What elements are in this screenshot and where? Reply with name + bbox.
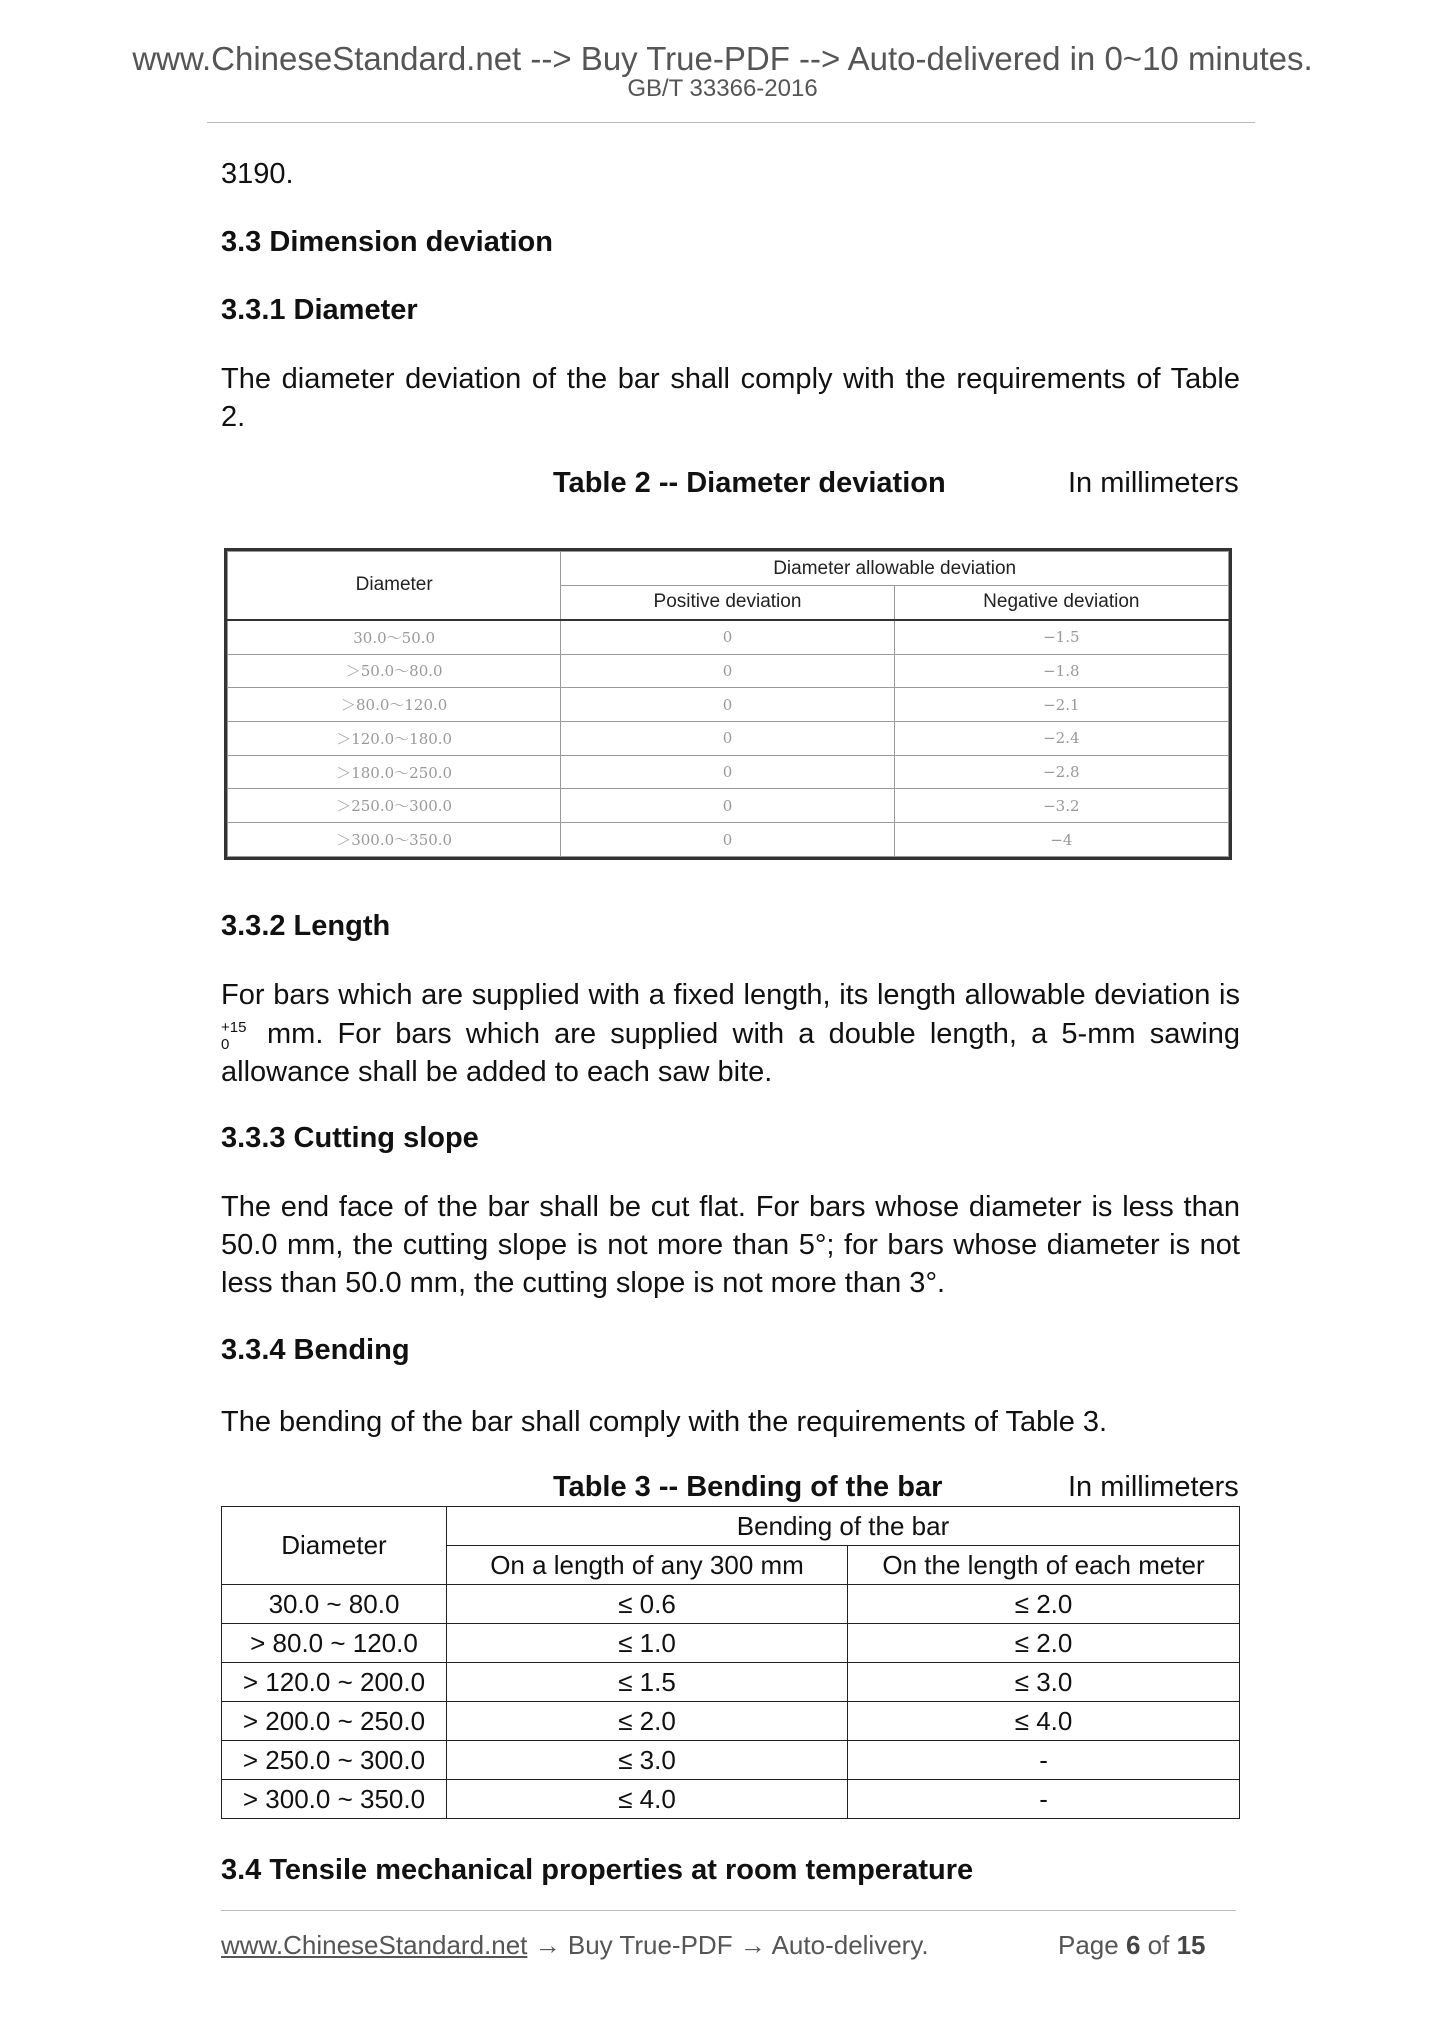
table-row xyxy=(222,1702,1240,1741)
table2-cell-positive: 0 xyxy=(561,789,894,823)
table-row xyxy=(228,654,1229,688)
length-tolerance-lower: 0 xyxy=(221,1036,230,1053)
section-3-3-4-heading: 3.3.4 Bending xyxy=(221,1334,410,1366)
table-row xyxy=(222,1663,1240,1702)
table3-cell-meter: - xyxy=(848,1741,1240,1780)
table3-cell-diameter: > 120.0 ~ 200.0 xyxy=(222,1663,447,1702)
table2-cell-positive: 0 xyxy=(561,688,894,722)
table-row xyxy=(228,823,1229,857)
table3-cell-diameter: > 300.0 ~ 350.0 xyxy=(222,1780,447,1819)
table3-cell-meter: ≤ 3.0 xyxy=(848,1663,1240,1702)
table-row xyxy=(228,688,1229,722)
table3-cell-meter: ≤ 4.0 xyxy=(848,1702,1240,1741)
section-3-3-2-line1: For bars which are supplied with a fixed length, its length allowable deviation is xyxy=(221,979,1240,1011)
table3-cell-300mm: ≤ 3.0 xyxy=(446,1741,847,1780)
table2-cell-negative: −1.5 xyxy=(894,620,1228,655)
table2-unit: In millimeters xyxy=(1068,467,1239,499)
page-label: Page xyxy=(1058,1930,1119,1960)
footer-divider xyxy=(221,1910,1236,1911)
table3-cell-meter: ≤ 2.0 xyxy=(848,1624,1240,1663)
table2-cell-positive: 0 xyxy=(561,721,894,755)
table3-cell-diameter: > 200.0 ~ 250.0 xyxy=(222,1702,447,1741)
table3-cell-meter: ≤ 2.0 xyxy=(848,1585,1240,1624)
table3-cell-300mm: ≤ 1.5 xyxy=(446,1663,847,1702)
table2-caption: Table 2 -- Diameter deviation xyxy=(553,467,946,499)
table2-header-positive: Positive deviation xyxy=(561,586,894,620)
table3-cell-300mm: ≤ 0.6 xyxy=(446,1585,847,1624)
table2-cell-diameter: ＞50.0～80.0 xyxy=(228,654,561,688)
length-tolerance-upper: +15 xyxy=(221,1019,247,1036)
table3-header-meter: On the length of each meter xyxy=(848,1546,1240,1585)
page-indicator xyxy=(1058,1930,1206,1961)
table-row xyxy=(228,620,1229,655)
page-current: 6 xyxy=(1125,1930,1141,1960)
table2-cell-negative: −3.2 xyxy=(894,789,1228,823)
table-row xyxy=(222,1624,1240,1663)
footer-buy-text: → Buy True-PDF → Auto-delivery. xyxy=(534,1930,929,1960)
table2 xyxy=(224,548,1232,860)
table2-cell-diameter: ＞80.0～120.0 xyxy=(228,688,561,722)
section-3-3-3-heading: 3.3.3 Cutting slope xyxy=(221,1122,479,1154)
table2-cell-negative: −2.1 xyxy=(894,688,1228,722)
table2-cell-diameter: ＞250.0～300.0 xyxy=(228,789,561,823)
table3-cell-300mm: ≤ 4.0 xyxy=(446,1780,847,1819)
table3-header-300mm: On a length of any 300 mm xyxy=(446,1546,847,1585)
table3-cell-meter: - xyxy=(848,1780,1240,1819)
table-row xyxy=(222,1585,1240,1624)
table2-cell-positive: 0 xyxy=(561,620,894,655)
section-3-4-heading: 3.4 Tensile mechanical properties at room temperature xyxy=(221,1854,974,1886)
table3-cell-300mm: ≤ 2.0 xyxy=(446,1702,847,1741)
header-divider xyxy=(207,122,1255,123)
table3 xyxy=(221,1506,1240,1819)
section-3-3-2-line3: allowance shall be added to each saw bite. xyxy=(221,1056,773,1088)
table2-header-group: Diameter allowable deviation xyxy=(561,552,1229,586)
table2-cell-diameter: ＞180.0～250.0 xyxy=(228,755,561,789)
table2-header-diameter: Diameter xyxy=(228,552,561,620)
table2-cell-negative: −1.8 xyxy=(894,654,1228,688)
standard-number: GB/T 33366-2016 xyxy=(627,75,818,102)
page-total: 15 xyxy=(1176,1930,1206,1960)
table-row xyxy=(228,789,1229,823)
table2-cell-diameter: ＞300.0～350.0 xyxy=(228,823,561,857)
section-3-3-heading: 3.3 Dimension deviation xyxy=(221,226,553,258)
footer-links xyxy=(221,1930,929,1961)
table3-cell-300mm: ≤ 1.0 xyxy=(446,1624,847,1663)
section-3-3-1-text: The diameter deviation of the bar shall comply with the requirements of Table 2. xyxy=(221,363,1240,433)
footer-site-link[interactable]: www.ChineseStandard.net xyxy=(221,1930,528,1960)
table2-header-negative: Negative deviation xyxy=(894,586,1228,620)
table-row xyxy=(228,755,1229,789)
section-3-3-1-heading: 3.3.1 Diameter xyxy=(221,294,418,326)
table-row xyxy=(228,721,1229,755)
table2-cell-positive: 0 xyxy=(561,823,894,857)
table2-cell-negative: −4 xyxy=(894,823,1228,857)
table2-cell-positive: 0 xyxy=(561,654,894,688)
table2-cell-negative: −2.4 xyxy=(894,721,1228,755)
section-3-3-2-heading: 3.3.2 Length xyxy=(221,910,391,942)
header-banner: www.ChineseStandard.net --> Buy True-PDF --> Auto-delivered in 0~10 minutes. xyxy=(132,40,1313,77)
table2-cell-diameter: 30.0～50.0 xyxy=(228,620,561,655)
table3-unit: In millimeters xyxy=(1068,1471,1239,1503)
table-row xyxy=(222,1780,1240,1819)
lead-text: 3190. xyxy=(221,158,294,190)
table3-cell-diameter: > 80.0 ~ 120.0 xyxy=(222,1624,447,1663)
section-3-3-3-text: The end face of the bar shall be cut flat. For bars whose diameter is less than 50.0 mm, the cutting slope is not more than 5°; for bars whose diameter is not less than 50.0 mm, the cutting slope is not more than 3°. xyxy=(221,1191,1240,1299)
table2-cell-negative: −2.8 xyxy=(894,755,1228,789)
table3-cell-diameter: 30.0 ~ 80.0 xyxy=(222,1585,447,1624)
table2-cell-diameter: ＞120.0～180.0 xyxy=(228,721,561,755)
table2-cell-positive: 0 xyxy=(561,755,894,789)
table3-caption: Table 3 -- Bending of the bar xyxy=(553,1471,943,1503)
table3-header-group: Bending of the bar xyxy=(446,1507,1239,1546)
section-3-3-4-text: The bending of the bar shall comply with the requirements of Table 3. xyxy=(221,1406,1108,1438)
section-3-3-2-line2: mm. For bars which are supplied with a double length, a 5-mm sawing xyxy=(267,1018,1240,1050)
table3-cell-diameter: > 250.0 ~ 300.0 xyxy=(222,1741,447,1780)
table-row xyxy=(222,1741,1240,1780)
table3-header-diameter: Diameter xyxy=(222,1507,447,1585)
page-of: of xyxy=(1147,1930,1170,1960)
